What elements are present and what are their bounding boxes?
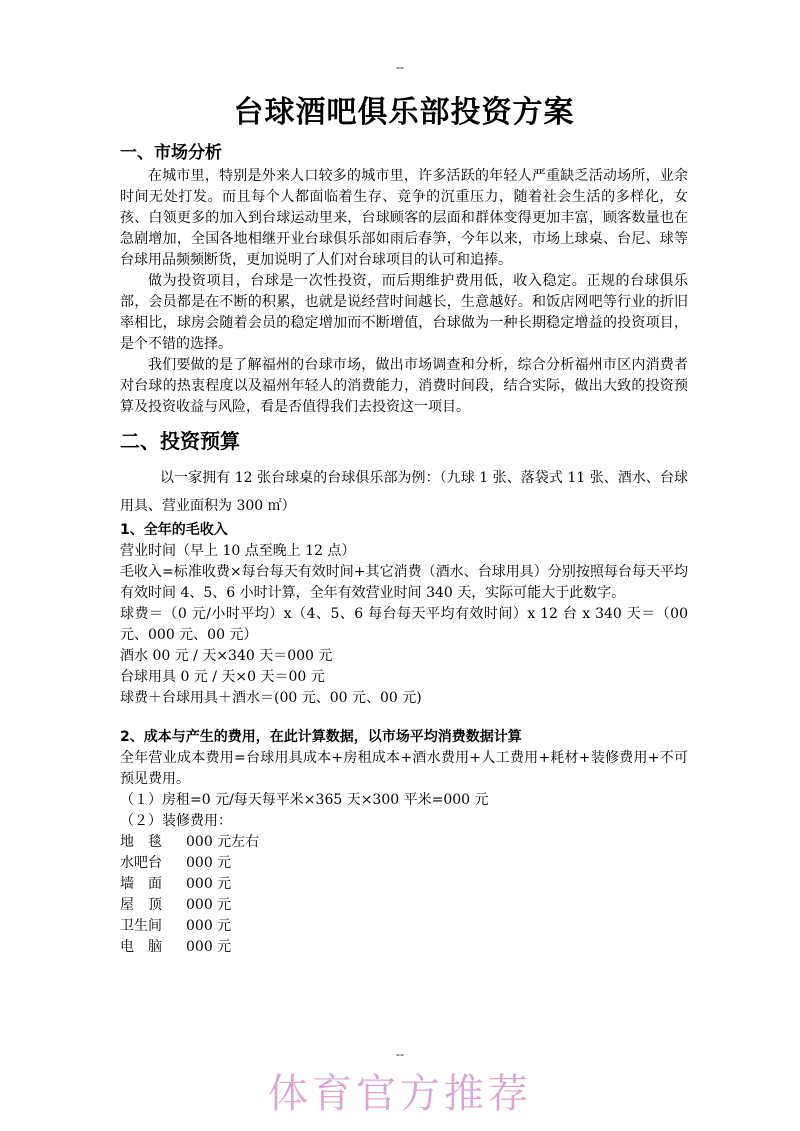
text-line: 全年营业成本费用=台球用具成本+房租成本+酒水费用+人工费用+耗材+装修费用+不可预见费用。 — [120, 750, 688, 787]
item-value: 000 元 — [186, 939, 232, 955]
list-item — [120, 832, 688, 853]
text-line: 酒水 00 元 / 天×340 天＝000 元 — [120, 648, 333, 664]
item-name: 水吧台 — [120, 855, 162, 871]
spacer — [120, 709, 688, 727]
watermark-text: 体育官方推荐 — [268, 1071, 532, 1117]
subsection-heading-annual-income: 1、全年的毛收入 — [120, 522, 228, 538]
document-page — [120, 92, 688, 958]
item-value: 000 元 — [186, 855, 232, 871]
text-line: （１）房租=0 元/每天每平米×365 天×300 平米=000 元 — [120, 792, 489, 808]
list-item — [120, 937, 688, 958]
item-name: 屋 顶 — [120, 897, 162, 913]
text-line: 营业时间（早上 10 点至晚上 12 点） — [120, 543, 356, 559]
document-title: 台球酒吧俱乐部投资方案 — [233, 95, 575, 130]
item-value: 000 元左右 — [186, 834, 260, 850]
text-line: 毛收入=标准收费×每台每天有效时间+其它消费（酒水、台球用具）分别按照每台每天平均有效时间 4、5、6 小时计算，全年有效营业时间 340 天，实际可能大于此数字。 — [120, 564, 688, 601]
item-name: 卫生间 — [120, 918, 162, 934]
list-item — [120, 895, 688, 916]
text-line: 台球用具 0 元 / 天×0 天＝00 元 — [120, 669, 325, 685]
list-item — [120, 874, 688, 895]
item-value: 000 元 — [186, 897, 232, 913]
list-item — [120, 853, 688, 874]
page-footer-marker: -- — [396, 1047, 404, 1061]
item-value: 000 元 — [186, 876, 232, 892]
subsection-heading-costs: 2、成本与产生的费用，在此计算数据，以市场平均消费数据计算 — [120, 729, 522, 745]
item-name: 电 脑 — [120, 939, 162, 955]
list-item — [120, 916, 688, 937]
item-name: 墙 面 — [120, 876, 162, 892]
section-heading-investment-budget: 二、投资预算 — [120, 429, 240, 453]
item-value: 000 元 — [186, 918, 232, 934]
page-header-marker: -- — [396, 60, 404, 74]
paragraph: 做为投资项目，台球是一次性投资，而后期维护费用低，收入稳定。正规的台球俱乐部，会员都是在不断的积累，也就是说经营时间越长，生意越好。和饭店网吧等行业的折旧率相比，球房会随着会员的稳定增加而不断增值，台球做为一种长期稳定增益的投资项目，是个不错的选择。 — [120, 273, 688, 352]
renovation-cost-list — [120, 832, 688, 958]
budget-intro: 以一家拥有 12 张台球桌的台球俱乐部为例：（九球 1 张、落袋式 11 张、酒水、台球用具、营业面积为 300 ㎡） — [120, 470, 688, 514]
text-line: （２）装修费用： — [120, 813, 232, 829]
text-line: 球费＝（0 元/小时平均）x（4、5、6 每台每天平均有效时间）x 12 台 x 340 天＝（00 元、000 元、00 元） — [120, 606, 688, 643]
paragraph: 在城市里，特别是外来人口较多的城市里，许多活跃的年轻人严重缺乏活动场所，业余时间无处打发。而且每个人都面临着生存、竞争的沉重压力，随着社会生活的多样化，女孩、白领更多的加入到台球运动里来，台球顾客的层面和群体变得更加丰富，顾客数量也在急剧增加，全国各地相继开业台球俱乐部如雨后春笋，今年以来，市场上球桌、台尼、球等台球用品频频断货，更加说明了人们对台球项目的认可和追捧。 — [120, 168, 688, 268]
section-heading-market-analysis: 一、市场分析 — [120, 143, 222, 163]
text-line: 球费＋台球用具＋酒水＝(00 元、00 元、00 元) — [120, 690, 422, 706]
paragraph: 我们要做的是了解福州的台球市场，做出市场调查和分析，综合分析福州市区内消费者对台球的热衷程度以及福州年轻人的消费能力，消费时间段，结合实际，做出大致的投资预算及投资收益与风险，看是否值得我们去投资这一项目。 — [120, 357, 688, 415]
item-name: 地 毯 — [120, 834, 162, 850]
